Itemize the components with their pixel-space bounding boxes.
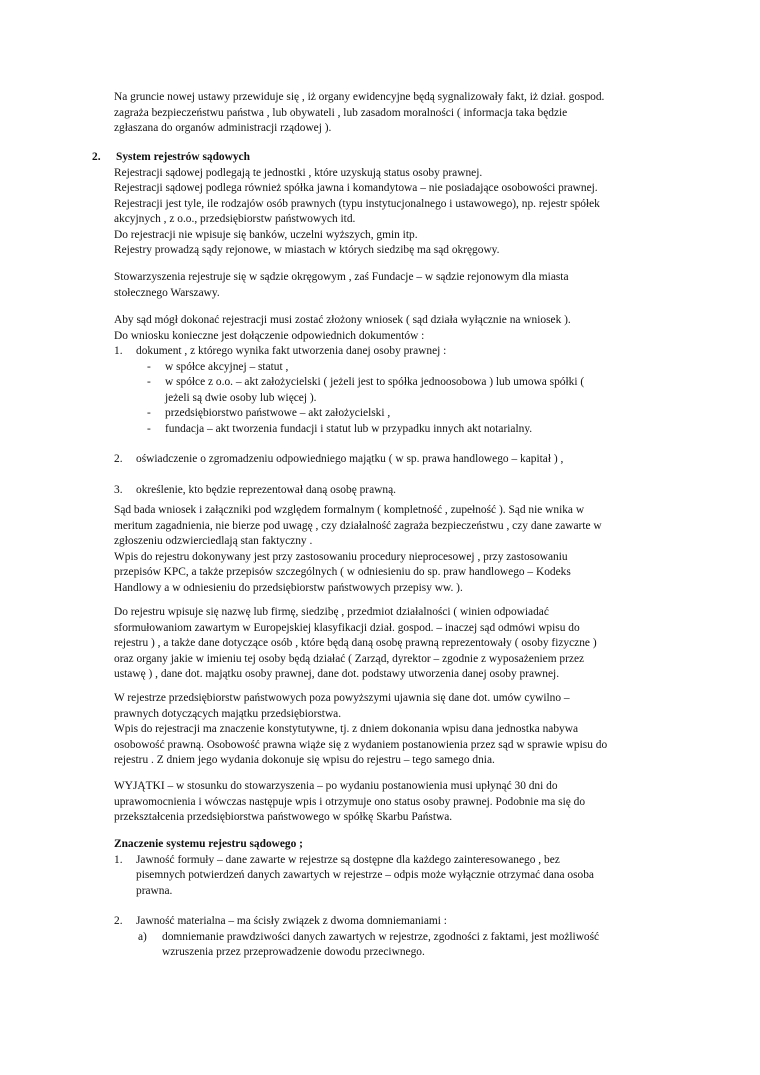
rejestrze-paragraph: [114, 691, 684, 769]
text-line: przepisów KPC, a także przepisów szczególnych ( w odniesieniu do sp. praw handlowego – Kodeks: [114, 566, 571, 578]
text-line: Do rejestracji nie wpisuje się banków, uczelni wyższych, gmin itp.: [114, 228, 418, 241]
list-number: 2.: [114, 915, 123, 927]
list-text: dokument , z którego wynika fakt utworzenia danej osoby prawnej :: [136, 345, 447, 357]
text-line: jeżeli są dwie osoby lub więcej ).: [165, 391, 317, 404]
sub-list-item: [114, 930, 684, 961]
text-line: sformułowaniom zawartym w Europejskiej klasyfikacji dział. gospod. – inaczej sąd odmówi wpisu do: [114, 621, 580, 634]
list-number: 2.: [114, 453, 123, 465]
dash-item: [114, 406, 684, 422]
text-line: pisemnych potwierdzeń danych zawartych w rejestrze – odpis może wyłącznie otrzymać dana osoba: [136, 869, 594, 881]
text-line: Jawność formuły – dane zawarte w rejestrze są dostępne dla każdego zainteresowanego , bez: [136, 853, 560, 866]
text-line: oraz organy jakie w imieniu tej osoby będą działać ( Zarząd, dyrektor – zgodnie z wyposażeniem przez: [114, 652, 585, 665]
text-line: Rejestry prowadzą sądy rejonowe, w miastach w których siedzibę ma sąd okręgowy.: [114, 244, 500, 256]
list-item: [114, 344, 684, 360]
list-number: 1.: [114, 345, 123, 357]
text-line: domniemanie prawdziwości danych zawartych w rejestrze, zgodności z faktami, jest możliwość: [162, 930, 600, 943]
sad-paragraph: [114, 503, 684, 596]
dash-item: [114, 375, 684, 406]
wyjatki-paragraph: [114, 779, 684, 826]
sub-list-letter: a): [138, 930, 147, 943]
text-line: w spółce akcyjnej – statut ,: [165, 360, 289, 373]
text-line: uprawomocnienia i wówczas następuje wpis i otrzymuje ono status osoby prawnej. Podobnie ma się do: [114, 795, 586, 808]
text-line: WYJĄTKI – w stosunku do stowarzyszenia – po wydaniu postanowienia musi upłynąć 30 dni do: [114, 780, 558, 792]
documents-list: [114, 344, 684, 498]
list-item: [114, 914, 684, 930]
text-line: zgłaszana do organów administracji rządowej ).: [114, 122, 332, 134]
znaczenie-section: [114, 837, 684, 961]
dash-marker: -: [147, 407, 151, 419]
text-line: rejestru ) , a także dane dotyczące osób , które będą daną osobę prawną reprezentowały ( osoby fizyczne ): [114, 637, 597, 649]
text-line: rejestru . Z dniem jego wydania dokonuje się wpisu do rejestru – tego samego dnia.: [114, 754, 495, 766]
wniosek-paragraph: [114, 313, 684, 344]
text-line: Stowarzyszenia rejestruje się w sądzie okręgowym , zaś Fundacje – w sądzie rejonowym dla miasta: [114, 271, 569, 283]
text-line: Wpis do rejestru dokonywany jest przy zastosowaniu procedury nieprocesowej , przy zastosowaniu: [114, 550, 568, 563]
section-2: [92, 150, 682, 259]
text-line: prawna.: [136, 884, 173, 897]
text-line: przekształcenia przedsiębiorstwa państwowego w spółkę Skarbu Państwa.: [114, 811, 453, 823]
list-text: oświadczenie o zgromadzeniu odpowiedniego majątku ( w sp. prawa handlowego – kapitał ) ,: [136, 453, 564, 465]
dash-marker: -: [147, 422, 151, 435]
dash-item: [114, 360, 684, 376]
text-line: Na gruncie nowej ustawy przewiduje się , iż organy ewidencyjne będą sygnalizowały fakt, iż dział. gospod.: [114, 91, 605, 103]
text-line: zagraża bezpieczeństwu państwa , lub obywateli , lub zasadom moralności ( informacja taka będzie: [114, 106, 568, 119]
list-item: [114, 853, 684, 900]
list-number: 1.: [114, 853, 123, 866]
section-title: Znaczenie systemu rejestru sądowego ;: [114, 838, 303, 850]
dash-item: [114, 422, 684, 438]
list-text: Jawność materialna – ma ścisły związek z dwoma domniemaniami :: [136, 915, 447, 927]
wpis-paragraph: [114, 605, 684, 683]
text-line: fundacja – akt tworzenia fundacji i statut lub w przypadku innych akt notarialny.: [165, 422, 533, 435]
text-line: ustawę ) , dane dot. majątku osoby prawnej, dane dot. podstawy utworzenia danej osoby prawnej.: [114, 668, 560, 680]
text-line: Rejestracji sądowej podlegają te jednostki , które uzyskują status osoby prawnej.: [114, 166, 483, 179]
text-line: wzruszenia przez przeprowadzenie dowodu przeciwnego.: [162, 946, 425, 958]
list-number: 3.: [114, 483, 123, 496]
text-line: w spółce z o.o. – akt założycielski ( jeżeli jest to spółka jednoosobowa ) lub umowa spółki (: [165, 376, 585, 388]
text-line: zgłoszeniu odzwierciedlają stan faktyczny .: [114, 535, 313, 547]
list-text: określenie, kto będzie reprezentował daną osobę prawną.: [136, 483, 396, 496]
text-line: W rejestrze przedsiębiorstw państwowych poza powyższymi ujawnia się dane dot. umów cywilno –: [114, 692, 570, 704]
text-line: Aby sąd mógł dokonać rejestracji musi zostać złożony wniosek ( sąd działa wyłącznie na wniosek ).: [114, 314, 571, 326]
list-item: [114, 452, 684, 468]
section-2-heading: [92, 150, 682, 166]
text-line: przedsiębiorstwo państwowe – akt założycielski ,: [165, 407, 391, 419]
text-line: Wpis do rejestracji ma znaczenie konstytutywne, tj. z dniem dokonania wpisu dana jednostka nabywa: [114, 723, 579, 735]
text-line: akcyjnych , z o.o., przedsiębiorstw państwowych itd.: [114, 213, 356, 225]
section-title: System rejestrów sądowych: [116, 151, 250, 163]
text-line: osobowość prawną. Osobowość prawna wiąże się z wydaniem postanowienia przez sąd w sprawie wpisu do: [114, 738, 608, 751]
dash-marker: -: [147, 360, 151, 373]
section-number: 2.: [92, 151, 101, 163]
text-line: Do wniosku konieczne jest dołączenie odpowiednich dokumentów :: [114, 329, 425, 342]
text-line: Rejestracji jest tyle, ile rodzajów osób prawnych (typu instytucjonalnego i ustawowego), np. rejestr spółek: [114, 197, 600, 210]
intro-paragraph: [114, 90, 674, 137]
text-line: Rejestracji sądowej podlega również spółka jawna i komandytowa – nie posiadające osobowości prawnej.: [114, 182, 598, 194]
text-line: meritum zagadnienia, nie bierze pod uwagę , czy działalność zagraża bezpieczeństwu , czy dane zawarte w: [114, 519, 602, 532]
list-item: [114, 483, 684, 499]
text-line: stołecznego Warszawy.: [114, 286, 220, 299]
text-line: prawnych dotyczących majątku przedsiębiorstwa.: [114, 707, 342, 720]
text-line: Handlowy a w odniesieniu do przedsiębiorstw państwowych przepisy ww. ).: [114, 581, 463, 594]
stowarzyszenia-paragraph: [114, 270, 674, 301]
text-line: Do rejestru wpisuje się nazwę lub firmę, siedzibę , przedmiot działalności ( winien odpowiadać: [114, 606, 549, 618]
dash-marker: -: [147, 376, 151, 388]
text-line: Sąd bada wniosek i załączniki pod względem formalnym ( kompletność , zupełność ). Sąd nie wnika w: [114, 504, 585, 516]
